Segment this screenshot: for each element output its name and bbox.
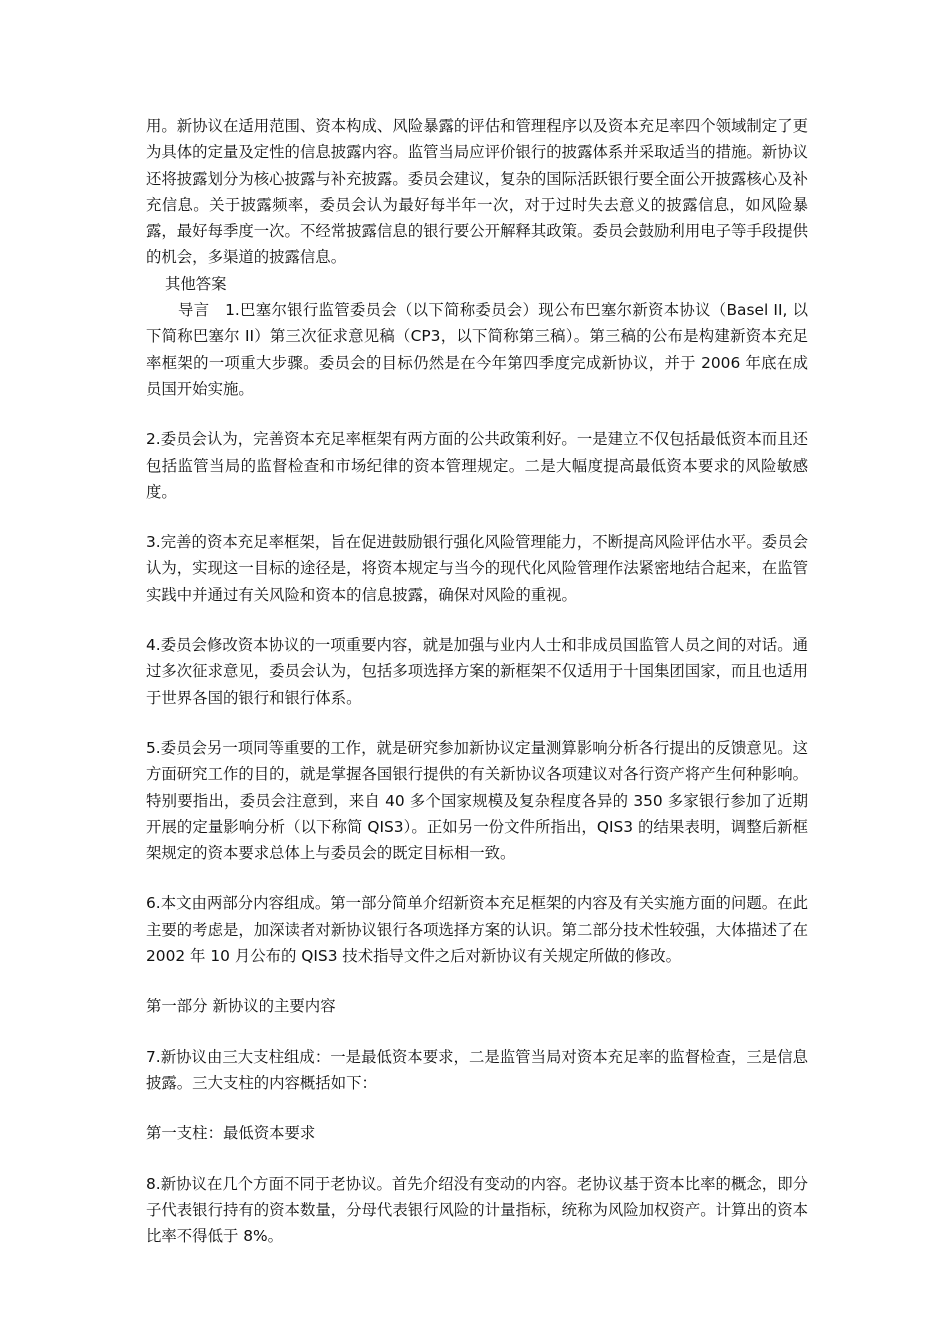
paragraph-7: 7.新协议由三大支柱组成：一是最低资本要求，二是监管当局对资本充足率的监督检查，三是信息披露。三大支柱的内容概括如下： [146, 1047, 808, 1092]
pillar-one-heading: 第一支柱：最低资本要求 [146, 1124, 316, 1143]
paragraph-8: 8.新协议在几个方面不同于老协议。首先介绍没有变动的内容。老协议基于资本比率的概念，即分子代表银行持有的资本数量，分母代表银行风险的计量指标，统称为风险加权资产。计算出的资本比率不得低于 8%。 [146, 1174, 808, 1246]
document-body [146, 113, 808, 1249]
paragraph-3: 3.完善的资本充足率框架，旨在促进鼓励银行强化风险管理能力，不断提高风险评估水平。委员会认为，实现这一目标的途径是，将资本规定与当今的现代化风险管理作法紧密地结合起来，在监管实践中并通过有关风险和资本的信息披露，确保对风险的重视。 [146, 533, 808, 604]
part-one-heading: 第一部分 新协议的主要内容 [146, 997, 336, 1016]
paragraph-2: 2.委员会认为，完善资本充足率框架有两方面的公共政策利好。一是建立不仅包括最低资本而且还包括监管当局的监督检查和市场纪律的资本管理规定。二是大幅度提高最低资本要求的风险敏感度。 [146, 430, 808, 501]
paragraph-disclosure: 用。新协议在适用范围、资本构成、风险暴露的评估和管理程序以及资本充足率四个领域制定了更为具体的定量及定性的信息披露内容。监管当局应评价银行的披露体系并采取适当的措施。新协议还将披露划分为核心披露与补充披露。委员会建议，复杂的国际活跃银行要全面公开披露核心及补充信息。关于披露频率，委员会认为最好每半年一次，对于过时失去意义的披露信息，如风险暴露，最好每季度一次。不经常披露信息的银行要公开解释其政策。委员会鼓励利用电子等手段提供的机会，多渠道的披露信息。 [146, 117, 808, 267]
paragraph-5: 5.委员会另一项同等重要的工作，就是研究参加新协议定量测算影响分析各行提出的反馈意见。这方面研究工作的目的，就是掌握各国银行提供的有关新协议各项建议对各行资产将产生何种影响。特别要指出，委员会注意到，来自 40 多个国家规模及复杂程度各异的 350 多家银行参加了近期开展的定量影响分析（以下称简 QIS3）。正如另一份文件所指出，QIS3 的结果表明，调整后新框架规定的资本要求总体上与委员会的既定目标相一致。 [146, 738, 808, 863]
paragraph-6: 6.本文由两部分内容组成。第一部分简单介绍新资本充足框架的内容及有关实施方面的问题。在此主要的考虑是，加深读者对新协议银行各项选择方案的认识。第二部分技术性较强，大体描述了在 2002 年 10 月公布的 QIS3 技术指导文件之后对新协议有关规定所做的修改。 [146, 894, 808, 966]
other-answers-heading: 其他答案 [165, 274, 227, 293]
paragraph-4: 4.委员会修改资本协议的一项重要内容，就是加强与业内人士和非成员国监管人员之间的对话。通过多次征求意见，委员会认为，包括多项选择方案的新框架不仅适用于十国集团国家，而且也适用于世界各国的银行和银行体系。 [146, 636, 808, 707]
paragraph-1-intro: 导言 1.巴塞尔银行监管委员会（以下简称委员会）现公布巴塞尔新资本协议（Basel II, 以下简称巴塞尔 II）第三次征求意见稿（CP3，以下简称第三稿）。第三稿的公布是构建新资本充足率框架的一项重大步骤。委员会的目标仍然是在今年第四季度完成新协议，并于 2006 年底在成员国开始实施。 [146, 301, 808, 398]
